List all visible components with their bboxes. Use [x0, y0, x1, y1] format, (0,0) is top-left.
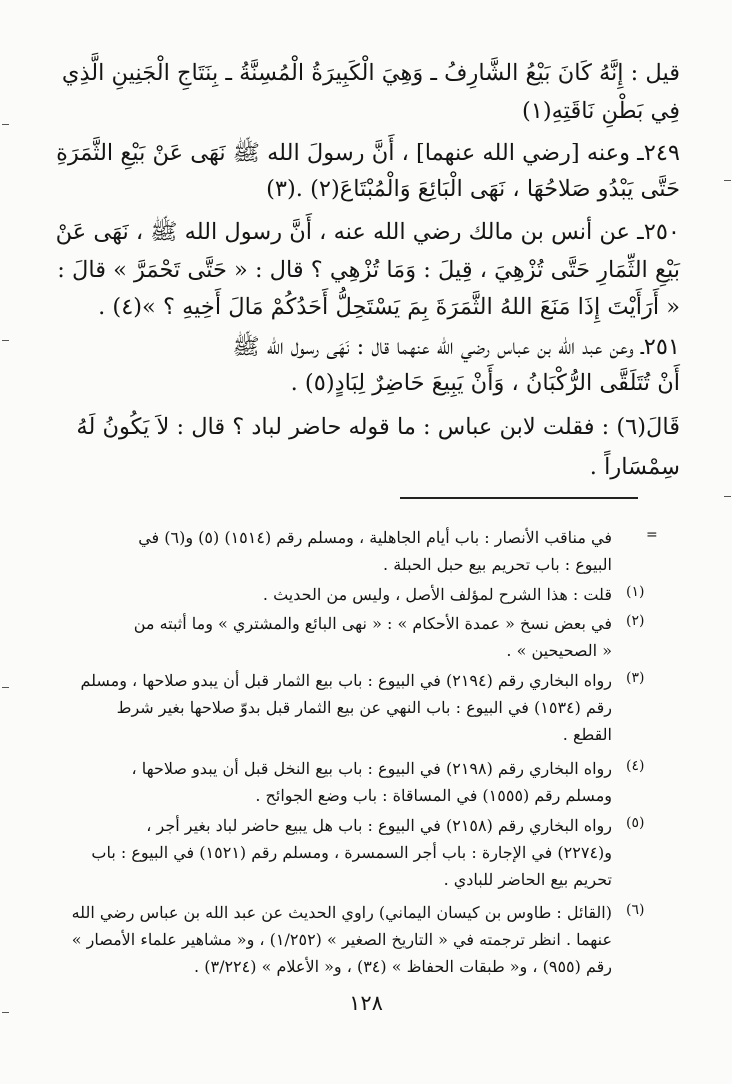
footnote-line: « الصحيحين » . [506, 641, 612, 660]
hadith-251-line: ٢٥١ـ وعن عبد الله بن عباس رضي الله عنهما قال : نَهَى رسول الله ﷺ [232, 334, 680, 360]
footnote-line: رواه البخاري رقم (٢١٩٨) في البيوع : باب بيع النخل قبل أن يبدو صلاحها ، [131, 759, 612, 778]
scan-margin-tick [2, 340, 9, 341]
main-text-line: حَتَّى يَبْدُو صَلاحُهَا ، نَهَى الْبَائِعَ وَالْمُبْتَاعَ(٢) .(٣) [266, 176, 680, 202]
scan-margin-tick [724, 496, 731, 497]
footnote-line: قلت : هذا الشرح لمؤلف الأصل ، وليس من الحديث . [262, 585, 612, 604]
footnote-marker: (٢) [626, 613, 645, 629]
footnote-separator [400, 497, 638, 499]
footnote-marker: (٤) [626, 758, 645, 774]
footnote-line: البيوع : باب تحريم بيع حبل الحبلة . [383, 555, 612, 574]
footnote-line: رقم (١٥٣٤) في البيوع : باب النهي عن بيع الثمار قبل بدوّ صلاحها بغير شرط [116, 698, 612, 717]
scan-margin-tick [2, 124, 9, 125]
footnote-line: في بعض نسخ « عمدة الأحكام » : « نهى البائع والمشتري » وما أثبته من [133, 614, 612, 633]
footnote-line: القطع . [562, 725, 612, 744]
footnote-line: رقم (٩٥٥) ، و« طبقات الحفاظ » (٣٤) ، و« الأعلام » (٣/٢٢٤) . [194, 957, 612, 976]
main-text-line: قيل : إِنَّهُ كَانَ بَيْعُ الشَّارِفُ ـ وَهِيَ الْكَبِيرَةُ الْمُسِنَّةُ ـ بِنَتَاجِ الْجَنِينِ الَّذِي [61, 60, 680, 86]
footnote-marker: (٦) [626, 902, 645, 918]
main-text-line: أَنْ تُتَلَقَّى الرُّكْبَانُ ، وَأَنْ يَبِيعَ حَاضِرٌ لِبَادٍ(٥) . [290, 370, 680, 396]
footnote-line: (القائل : طاوس بن كيسان اليماني) راوي الحديث عن عبد الله بن عباس رضي الله [71, 903, 612, 922]
footnote-marker: (١) [626, 584, 645, 600]
footnote-line: تحريم بيع الحاضر للبادي . [443, 870, 612, 889]
hadith-250-line: ٢٥٠ـ عن أنس بن مالك رضي الله عنه ، أَنَّ رسول الله ﷺ ، نَهَى عَنْ [55, 219, 680, 245]
main-text-line: سِمْسَاراً . [589, 454, 680, 480]
footnote-line: رواه البخاري رقم (٢١٥٨) في البيوع : باب هل يبيع حاضر لباد بغير أجر ، [146, 816, 612, 835]
main-text-line: بَيْعِ الثِّمَارِ حَتَّى تُزْهِيَ ، قِيلَ : وَمَا تُزْهِي ؟ قال : « حَتَّى تَحْمَرَّ » قالَ : [57, 257, 680, 283]
footnote-line: رواه البخاري رقم (٢١٩٤) في البيوع : باب بيع الثمار قبل أن يبدو صلاحها ، ومسلم [80, 671, 612, 690]
scan-margin-tick [2, 1012, 9, 1013]
footnote-line: عنهما . انظر ترجمته في « التاريخ الصغير » (١/٢٥٢) ، و« مشاهير علماء الأمصار » [71, 930, 612, 949]
footnote-line: ومسلم رقم (١٥٥٥) في المساقاة : باب وضع الجوائح . [255, 786, 612, 805]
main-text-line: « أَرَأَيْتَ إِذَا مَنَعَ اللهُ الثَّمَرَةَ بِمَ يَسْتَحِلُّ أَحَدُكُمْ مَالَ أَخِيهِ ؟ »(٤) . [98, 294, 680, 320]
footnote-marker: (٥) [626, 815, 645, 831]
footnote-marker: (٣) [626, 670, 645, 686]
hadith-249-line: ٢٤٩ـ وعنه [رضي الله عنهما] ، أَنَّ رسولَ الله ﷺ نَهَى عَنْ بَيْعِ الثَّمَرَةِ [56, 140, 680, 166]
main-text-line: قَالَ(٦) : فقلت لابن عباس : ما قوله حاضر لباد ؟ قال : لاَ يَكُونُ لَهُ [76, 414, 680, 440]
footnote-line: في مناقب الأنصار : باب أيام الجاهلية ، ومسلم رقم (١٥١٤) (٥) و(٦) في [138, 528, 612, 547]
scan-margin-tick [724, 180, 731, 181]
scan-margin-tick [2, 687, 9, 688]
main-text-line: فِي بَطْنِ نَاقَتِهِ(١) [521, 98, 680, 124]
footnote-line: و(٢٢٧٤) في الإجارة : باب أجر السمسرة ، ومسلم رقم (١٥٢١) في البيوع : باب [91, 843, 612, 862]
footnote-continuation-marker: = [646, 527, 658, 543]
page-number: ١٢٨ [349, 991, 383, 1015]
